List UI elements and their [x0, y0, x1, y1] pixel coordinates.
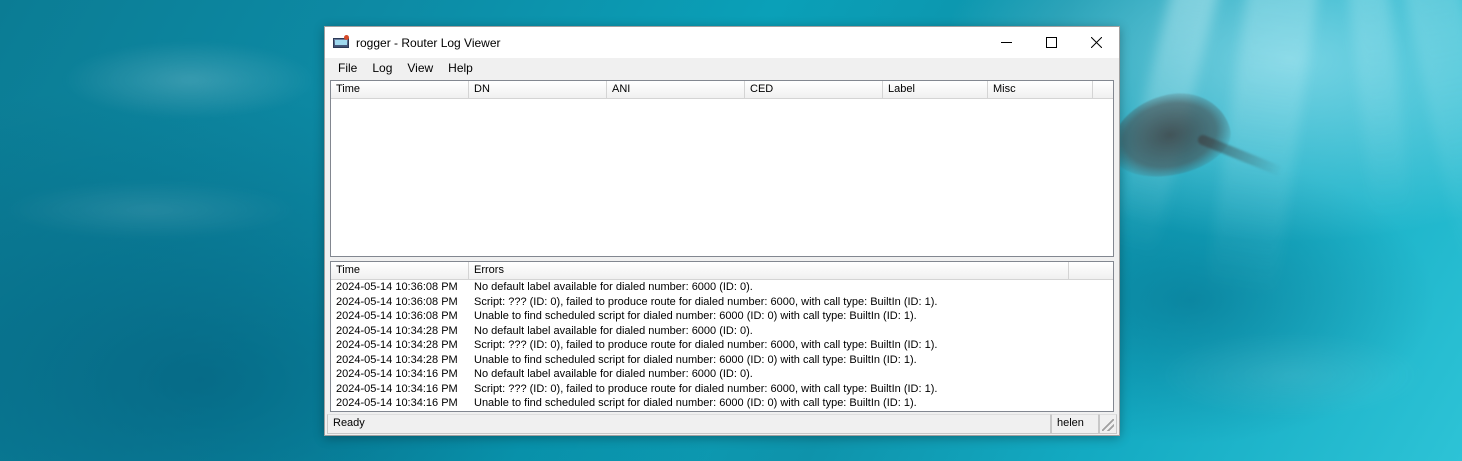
calls-listview-body[interactable] [331, 99, 1113, 256]
error-message: Unable to find scheduled script for dialed number: 6000 (ID: 0) with call type: BuiltIn (ID: 1). [474, 310, 917, 322]
calls-column-misc[interactable]: Misc [988, 81, 1093, 98]
error-message: No default label available for dialed number: 6000 (ID: 0). [474, 281, 753, 293]
error-message: No default label available for dialed number: 6000 (ID: 0). [474, 324, 753, 337]
error-time: 2024-05-14 10:36:08 PM [336, 310, 458, 322]
resize-grip[interactable] [1099, 414, 1117, 434]
error-row[interactable] [331, 295, 1113, 310]
minimize-icon [1001, 37, 1012, 48]
statusbar [327, 414, 1117, 434]
error-row[interactable] [331, 309, 1113, 324]
error-row[interactable] [331, 396, 1113, 411]
menu-file[interactable]: File [338, 60, 358, 75]
error-message: Script: ??? (ID: 0), failed to produce route for dialed number: 6000, with call type: BuiltIn (ID: 1). [474, 382, 938, 395]
error-row[interactable] [331, 382, 1113, 397]
error-time: 2024-05-14 10:34:16 PM [336, 382, 458, 395]
error-time: 2024-05-14 10:36:08 PM [336, 281, 458, 293]
app-icon [333, 35, 349, 51]
error-time: 2024-05-14 10:34:28 PM [336, 339, 458, 351]
error-row[interactable] [331, 353, 1113, 368]
calls-column-dn[interactable]: DN [469, 81, 607, 98]
errors-listview-header [331, 262, 1113, 280]
error-row[interactable] [331, 324, 1113, 339]
error-message: Unable to find scheduled script for dialed number: 6000 (ID: 0) with call type: BuiltIn (ID: 1). [474, 397, 917, 409]
menu-help[interactable]: Help [448, 60, 473, 75]
error-time: 2024-05-14 10:34:28 PM [336, 353, 458, 366]
error-message: Script: ??? (ID: 0), failed to produce route for dialed number: 6000, with call type: BuiltIn (ID: 1). [474, 295, 938, 308]
calls-column-label[interactable]: Label [883, 81, 988, 98]
error-message: Script: ??? (ID: 0), failed to produce route for dialed number: 6000, with call type: BuiltIn (ID: 1). [474, 339, 938, 351]
close-button[interactable] [1074, 27, 1119, 58]
calls-column-filler [1093, 81, 1113, 98]
calls-column-ced[interactable]: CED [745, 81, 883, 98]
error-row[interactable] [331, 338, 1113, 353]
menu-view[interactable]: View [407, 60, 434, 75]
error-message: No default label available for dialed number: 6000 (ID: 0). [474, 368, 753, 380]
error-time: 2024-05-14 10:34:16 PM [336, 368, 458, 380]
calls-listview[interactable] [330, 80, 1114, 257]
errors-listview[interactable] [330, 261, 1114, 412]
window-controls [984, 27, 1119, 58]
status-message: Ready [327, 414, 1051, 434]
errors-listview-body[interactable] [331, 280, 1113, 411]
status-user: helen [1051, 414, 1099, 434]
menu-log[interactable]: Log [372, 60, 393, 75]
error-time: 2024-05-14 10:34:16 PM [336, 397, 458, 409]
window-title: rogger - Router Log Viewer [356, 35, 501, 50]
calls-column-time[interactable]: Time [331, 81, 469, 98]
close-icon [1091, 37, 1102, 48]
router-log-viewer-window [324, 26, 1120, 436]
minimize-button[interactable] [984, 27, 1029, 58]
client-area [325, 78, 1119, 435]
errors-column-errors[interactable]: Errors [469, 262, 1069, 279]
maximize-button[interactable] [1029, 27, 1074, 58]
error-time: 2024-05-14 10:34:28 PM [336, 324, 458, 337]
maximize-icon [1046, 37, 1057, 48]
errors-column-filler [1069, 262, 1113, 279]
error-message: Unable to find scheduled script for dialed number: 6000 (ID: 0) with call type: BuiltIn (ID: 1). [474, 353, 917, 366]
stingray-silhouette [1103, 83, 1237, 186]
error-row[interactable] [331, 367, 1113, 382]
menubar [325, 58, 1119, 78]
error-row[interactable] [331, 280, 1113, 295]
calls-listview-header [331, 81, 1113, 99]
error-time: 2024-05-14 10:36:08 PM [336, 295, 458, 308]
errors-column-time[interactable]: Time [331, 262, 469, 279]
calls-column-ani[interactable]: ANI [607, 81, 745, 98]
window-titlebar[interactable] [325, 27, 1119, 58]
